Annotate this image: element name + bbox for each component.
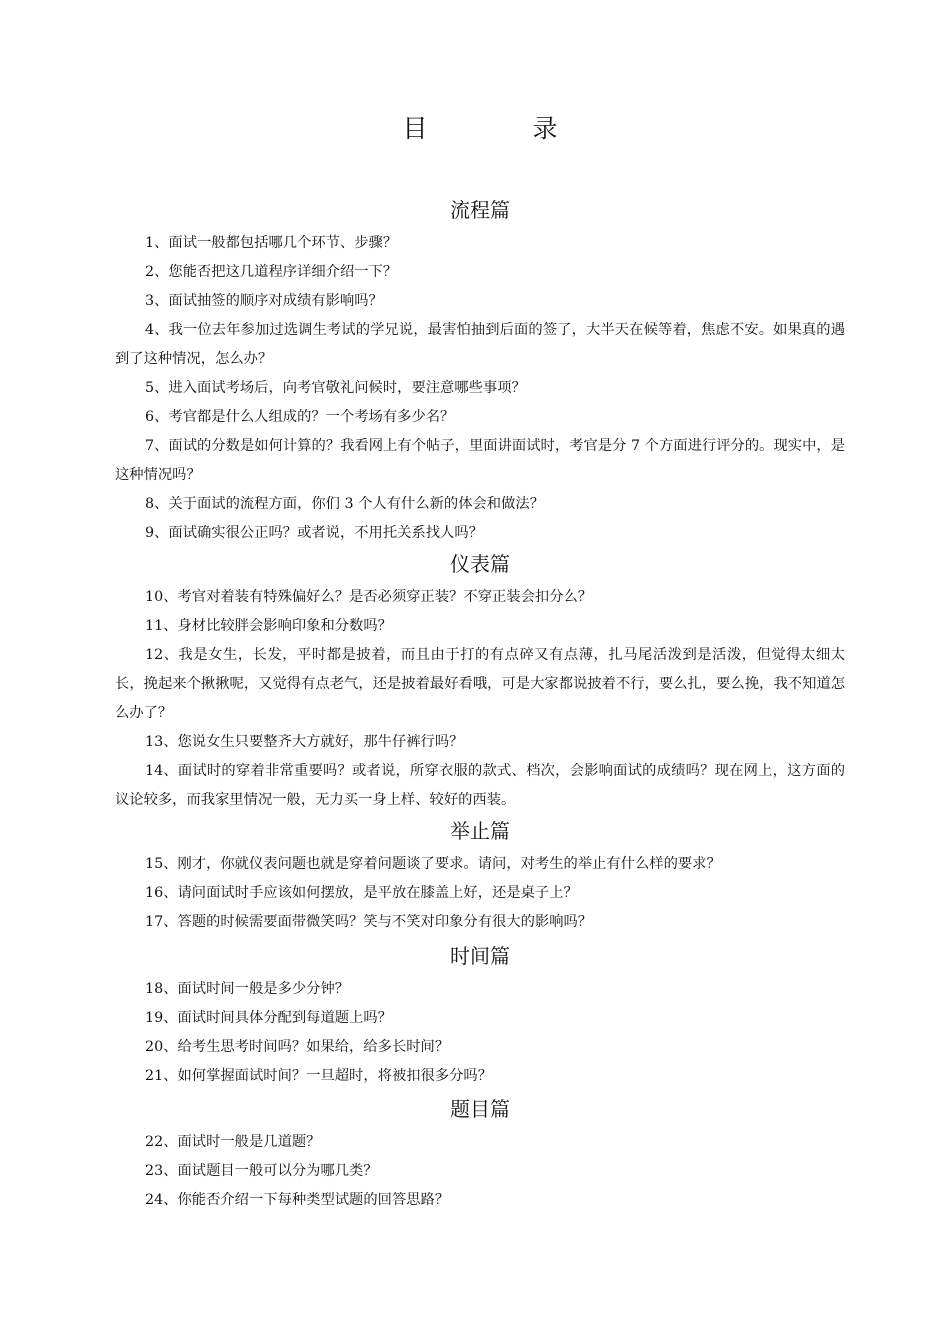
toc-item: 17、答题的时候需要面带微笑吗？笑与不笑对印象分有很大的影响吗？ — [145, 914, 593, 930]
toc-item: 21、如何掌握面试时间？一旦超时，将被扣很多分吗？ — [145, 1068, 493, 1084]
section-behavior — [115, 817, 845, 937]
toc-item: 12、我是女生，长发，平时都是披着，而且由于打的有点碎又有点薄，扎马尾活泼到是活泼，但觉得太细太长，挽起来个揪揪呢，又觉得有点老气，还是披着最好看哦，可是大家都说披着不行，要么扎，要么挽，我不知道怎么办了？ — [115, 647, 845, 721]
section-time — [115, 942, 845, 1091]
toc-item: 6、考官都是什么人组成的？一个考场有多少名？ — [145, 409, 455, 425]
toc-item: 23、面试题目一般可以分为哪几类？ — [145, 1163, 378, 1179]
section-title: 流程篇 — [450, 198, 510, 222]
toc-item: 14、面试时的穿着非常重要吗？或者说，所穿衣服的款式、档次，会影响面试的成绩吗？现在网上，这方面的议论较多，而我家里情况一般，无力买一身上样、较好的西装。 — [115, 763, 845, 808]
toc-item: 1、面试一般都包括哪几个环节、步骤？ — [145, 235, 398, 251]
document-title: 目 录 — [402, 114, 598, 143]
toc-item: 2、您能否把这几道程序详细介绍一下？ — [145, 264, 398, 280]
toc-item: 3、面试抽签的顺序对成绩有影响吗？ — [145, 293, 383, 309]
section-title: 时间篇 — [450, 944, 510, 968]
section-appearance — [115, 550, 845, 815]
toc-item: 7、面试的分数是如何计算的？我看网上有个帖子，里面讲面试时，考官是分 7 个方面进行评分的。现实中，是这种情况吗？ — [115, 438, 845, 483]
toc-item: 18、面试时间一般是多少分钟？ — [145, 981, 350, 997]
toc-item: 16、请问面试时手应该如何摆放，是平放在膝盖上好，还是桌子上？ — [145, 885, 578, 901]
toc-item: 10、考官对着装有特殊偏好么？是否必须穿正装？不穿正装会扣分么？ — [145, 589, 593, 605]
toc-item: 4、我一位去年参加过选调生考试的学兄说，最害怕抽到后面的签了，大半天在候等着，焦虑不安。如果真的遇到了这种情况，怎么办？ — [115, 322, 845, 367]
toc-item: 5、进入面试考场后，向考官敬礼问候时，要注意哪些事项？ — [145, 380, 526, 396]
toc-item: 9、面试确实很公正吗？或者说，不用托关系找人吗？ — [145, 525, 483, 541]
toc-item: 24、你能否介绍一下每种类型试题的回答思路？ — [145, 1192, 450, 1208]
section-title: 题目篇 — [450, 1097, 510, 1121]
section-process — [115, 196, 845, 548]
toc-item: 19、面试时间具体分配到每道题上吗？ — [145, 1010, 392, 1026]
toc-item: 11、身材比较胖会影响印象和分数吗？ — [145, 618, 392, 634]
toc-item: 13、您说女生只要整齐大方就好，那牛仔裤行吗？ — [145, 734, 464, 750]
toc-item: 20、给考生思考时间吗？如果给，给多长时间？ — [145, 1039, 450, 1055]
section-title: 仪表篇 — [450, 552, 510, 576]
toc-item: 8、关于面试的流程方面，你们 3 个人有什么新的体会和做法？ — [145, 496, 544, 512]
section-title: 举止篇 — [450, 819, 510, 843]
toc-item: 22、面试时一般是几道题？ — [145, 1134, 321, 1150]
section-questions — [115, 1095, 845, 1215]
toc-item: 15、刚才，你就仪表问题也就是穿着问题谈了要求。请问，对考生的举止有什么样的要求？ — [145, 856, 721, 872]
